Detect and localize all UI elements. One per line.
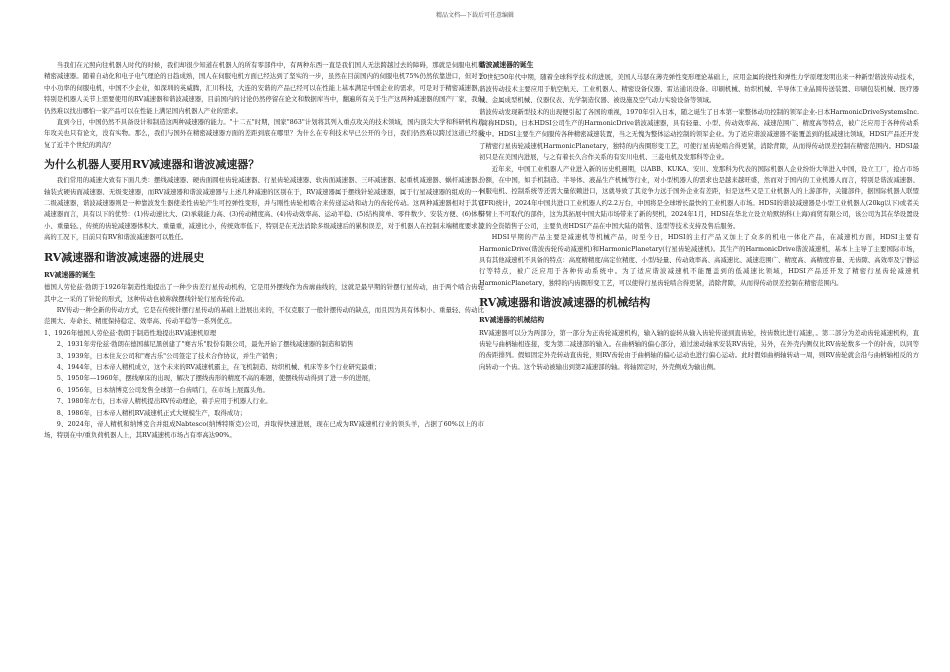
timeline-item-8: 8、1986年，日本帝人精机RV减速机正式大规模生产，取得成功； <box>56 408 247 417</box>
left-column <box>44 60 484 442</box>
harmonic-paragraph-1: 20世纪50年代中期，随着全球科学技术的进展，美国人马瑟在薄壳弹性变形理论基础上，应用金属的挠性和弹性力学原理发明出来一种新型谐波传动技术，谐波传动技术主要应用于航空航天、工业机器人、精密设备仪器、雷达通讯设备、印刷机械、纺织机械、半导体工业晶圆传送装置、印刷包装机械、医疗器械、金属成型机械、仪器仪表、光学制造仪器、被设施及空气动力实验设备等领域。 <box>479 73 919 105</box>
timeline-item-4: 4、1944年，日本帝人精机成立，这个未来的RV减速机霸主，在飞机制造、纺织机械、机床等多个行业研究最重； <box>56 362 381 371</box>
harmonic-paragraph-3: 近年来，中国工业机器人产业进入新的历史机遇期，以ABB、KUKA、安川、发那科为代表的国际机器人企业纷纷大举进入中国，设立工厂，抢占市场份额，在中国，如手机制造、半导体、液晶生产机械等行业，对小型机器人的需求也是越来越旺盛，然而对于国内的工业机器人而言，特别是谐波减速器、伺服电机、控制系统等还需大量依赖进口，这就导致了其竞争力远于国外企业有差距，但是这些又是工业机器人的上游部件，关键部件，据国际机器人联盟(IFR)统计，2024年中国共进口工业机器人约2.2万台，中国将是全球增长最快的工业机器人市场。HDSI的谐波减速器是小型工业机器人(20kg以下)或者关节臂上不可取代的部件，这为其拓展中国大陆市场带来了新的契机，2024年1月，HDSI在华北立设立哈默纳科(上海)商贸有限公司，该公司为其在华设置设立的全资销售子公司，主要负责HDSI产品在中国大陆的销售、选型等技术支持及售后服务。 <box>479 164 919 230</box>
harmonic-paragraph-2: 谐波传动发现新型技术的出现便引起了各国的重视，1970年引入日本，随之诞生了日本第一家整体动功控制的领军企业-日本HarmonicDriveSystemsInc.(简称HDSI)。日本HDSI公司生产的HarmonicDrive谐波减速器，具有轻量、小型、传动效率高、减速范围广、精度高等特点，被广泛应用于各种传动系统中。HDSI主要生产伺服传各种精密减速装置，当之无愧为整体运动控制的领军企业。为了适应谐波减速器不能覆盖到的低减速比领域，HDSI产品还开发了精密行星齿轮减速机HarmonicPlanetary，独特的内齿圈形变工艺，可使行星齿轮啮合得更紧，消除背隙，从而得传动误差控制在精密范围内。HDSI最初只是在美国内进展，与之有着长久合作关系的有安川电机、三菱电机及发那科等企业。 <box>479 107 919 162</box>
subheading-harmonic-birth: 谐波减速器的诞生 <box>479 61 534 69</box>
heading-mechanical-structure: RV减速器和谐波减速器的机械结构 <box>479 296 651 310</box>
timeline-item-7: 7、1980年左右，日本帝人精机提出RV传动理论，着手应用于机器人行业。 <box>56 397 272 406</box>
rv-paragraph-1: 德国人劳伦兹·勃朗于1926年制造性地提出了一种少齿差行星传动机构，它是用外摆线作为齿廓曲线的，这就是最早期的针摆行星传动，由于两个啮合齿轮其中之一采的了针轮的形式，这种传动也被称做摆线针轮行星齿轮传动。 <box>44 283 484 303</box>
why-paragraph: 我们常用的减速大致有下面几类：摆线减速器、硬齿面圆柱齿轮减速器、行星齿轮减速器、软齿面减速器、三环减速器、起重机减速器、蜗杆减速器、轴装式硬齿面减速器、无级变速器，而RV减速器和谐波减速器与上述几种减速的区别在于，RV减速器属于摆线针轮减速器，属于行星减速器的组成的一个二级减速器，谐波减速器则是一种靠波发生器使柔性齿轮产生可控弹性变形，并与刚性齿轮相啮合来传递运动和动力的齿轮传动。这两种减速器相对于其它减速器而言，具有以下的优势：(1)传动速比大、(2)承载能力高、(3)传动精度高、(4)传动效率高、运动平稳、(5)结构简单、零件数少、安装方便、(6)体积小、重量轻。，传统的齿轮减速器体积大、重量重，减速比小，传统效率低下，特别是在无法消除多级减速后的累积误差，对于机器人在控制末端精度要求甚高的工况下，目前只有RV和谐波减速器可以胜任。 <box>44 176 484 242</box>
timeline-item-5: 5、1950年—1960年，摆线摩床的出现，解决了摆线齿形的精度不高的难题，使摆线传动得到了进一步的进展， <box>56 374 375 383</box>
timeline-item-6: 6、1956年，日本纳博克公司发售全球第一台齿啮门，在市场上展露头角。 <box>56 385 269 394</box>
heading-why-rv-harmonic: 为什么机器人要用RV减速器和谐波减速器？ <box>44 158 260 172</box>
right-column <box>479 60 919 373</box>
intro-paragraph-2: 直到今日，中国仍然不具备设计和制造这两种减速器的能力。"十二五"时期，国家"863"计划将其列入重点攻关的技术领域，国内顶尖大学和科研机构几年攻关也只有论文，没有实物。那么，我们与国外在精密减速器方面的差距到底在哪里？为什么在专利技术早已公开的今日，我们仍然难以跨过这道已经反复了近半个世纪的鸿沟？ <box>44 118 484 149</box>
rv-paragraph-2: RV传动一种全新的传动方式，它是在传统针摆行星传动的基础上进展出来的，不仅克服了一般针摆传动的缺点，而且因为具有体积小、重量轻、传动比范围大、寿命长、精度保持稳定、效率高、传动平稳等一系列优点。 <box>44 305 484 326</box>
harmonic-paragraph-4: HDSI早期的产品主要是减速机等机械产品，时至今日，HDSI的主打产品又加上了众多的机电一体化产品，在减速机方面，HDSI主要有HarmonicDrive(谐波齿轮传动减速机)和HarmonicPlanetary(行星齿轮减速机)。其生产的HarmonicDrive谐波减速机，基本上主导了主要国际市场，具有其他减速机不具备的特点：高度精精度/高定位精度、小型/轻量、传动效率高、高减速比、减速范围广、精度高、高精度容量、无齿隙、高效率及宁静运行等特点，被广泛应用于各种传动系统中。为了适应谐波减速机不能覆盖到的低减速比领域，HDSI产品还开发了精密行星齿轮减速机HarmonicPlanetary，独特的内齿圈形变工艺，可以使得行星齿轮啮合得更紧，消除背隙，从而得传动误差控制在精密范围内。 <box>479 233 919 287</box>
timeline-item-2: 2、1931年劳伦兹·勃朗在德国慕尼黑创建了"赛古乐"股份有限公司，最先开始了摆线减速器的制造和销售 <box>56 340 354 349</box>
page-header: 精品文档---下载后可任意编辑 <box>435 12 515 19</box>
structure-paragraph: RV减速器可以分为两部分，第一部分为正齿轮减速机构，输入轴的旋转从输入齿轮传递到直齿轮，按齿数比进行减速，。第二部分为差动齿轮减速机构，直齿轮与曲柄轴相连接，变为第二减速部的输入。在曲柄轴的偏心部分，通过滚动轴承安装RV齿轮，另外，在外壳内侧仅比RV齿轮数多一个的针齿，以同等的齿距排列。假如固定外壳转动直齿轮，则RV齿轮由于曲柄轴的偏心运动也进行偏心运动。此时假如曲柄轴转动一周，则RV齿轮就会沿与曲柄轴相反的方向转动一个齿。这个转动被输出到第2减速部的轴。将轴固定时，外壳侧成为输出侧。 <box>479 328 919 371</box>
subheading-rv-structure: RV减速器的机械结构 <box>479 316 545 325</box>
intro-paragraph-1: 当我们在元照向往机器人时代的时候，我们却很少知道在机器人的所有零部件中，有两种东西一直是我们国人无法跨越过去的障碍，那就是伺服电机和精密减速器。随着自动化和电子电气理论的日趋成熟，国人在伺服电机方面已经达到了坚实的一步，虽然在目前国内的伺服电机75%仍然依靠进口，但对于中小功率的伺服电机，中国不少企业，如深圳的英威腾，汇川科技，大连的安谐的产品已经可以在性能上基本满足中国企业的需求，可是对于精密减速器，特别是机器人关节上需要使用的RV减速器和谐波减速器，目前国内的讨论仍然停留在论文和数据库当中，翻遍所有关于生产这两种减速器的国产厂家，我们仍然难以找出哪怕一家产品可以在性能上满足国内机器人产业的需求。 <box>44 61 484 115</box>
timeline-item-1: 1、1926年德国人劳伦兹·勃朗于制造性地提出RV减速机原理 <box>44 328 217 337</box>
subheading-rv-birth: RV减速器的诞生 <box>44 270 96 279</box>
timeline-item-9: 9、2024年，帝人精机和纳博克合并组成Nabtesco(纳博特斯克)公司，并取得快速进展，现在已成为RV减速机行业的领头羊，占据了60%以上的市场，特别在中/重负荷机器人上，其RV减速机市场占有率高达90%。 <box>44 419 484 440</box>
timeline-item-3: 3、1939年，日本住友公司和"赛古乐"公司签定了技术合作协议，并生产销售； <box>56 351 282 360</box>
heading-history: RV减速器和谐波减速器的进展史 <box>44 250 205 264</box>
